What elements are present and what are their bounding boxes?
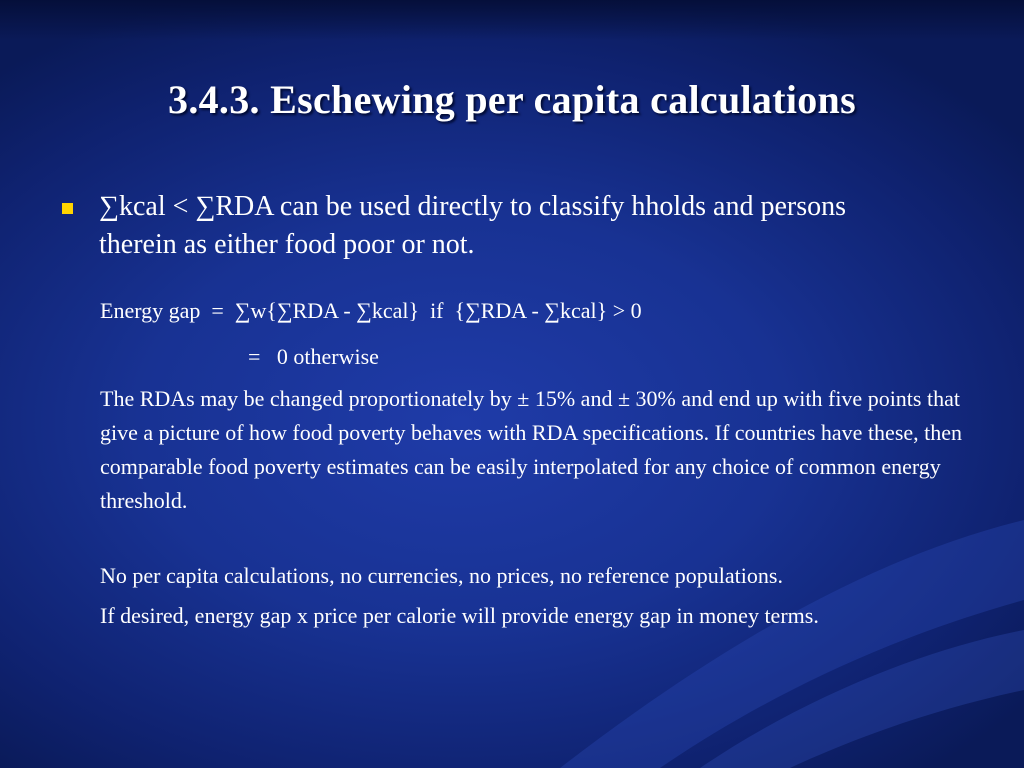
- paragraph-energy-gap-money: If desired, energy gap x price per calorie will provide energy gap in money terms.: [100, 603, 819, 628]
- formula-line-2: = 0 otherwise: [248, 344, 379, 369]
- paragraph-no-per-capita: No per capita calculations, no currencies, no prices, no reference populations.: [100, 563, 783, 588]
- bullet-text: ∑kcal < ∑RDA can be used directly to classify hholds and persons therein as either food poor or not.: [99, 191, 847, 260]
- paragraph-rda-changes: The RDAs may be changed proportionately by ± 15% and ± 30% and end up with five points that give a picture of how food poverty behaves with RDA specifications. If countries have these, then comparable food poverty estimates can be easily interpolated for any choice of common energy threshold.: [100, 386, 963, 513]
- formula-line-1: Energy gap = ∑w{∑RDA - ∑kcal} if {∑RDA - ∑kcal} > 0: [100, 298, 642, 323]
- slide-title: 3.4.3. Eschewing per capita calculations: [168, 77, 856, 122]
- bullet-item: [62, 188, 962, 264]
- square-bullet-icon: [62, 203, 73, 214]
